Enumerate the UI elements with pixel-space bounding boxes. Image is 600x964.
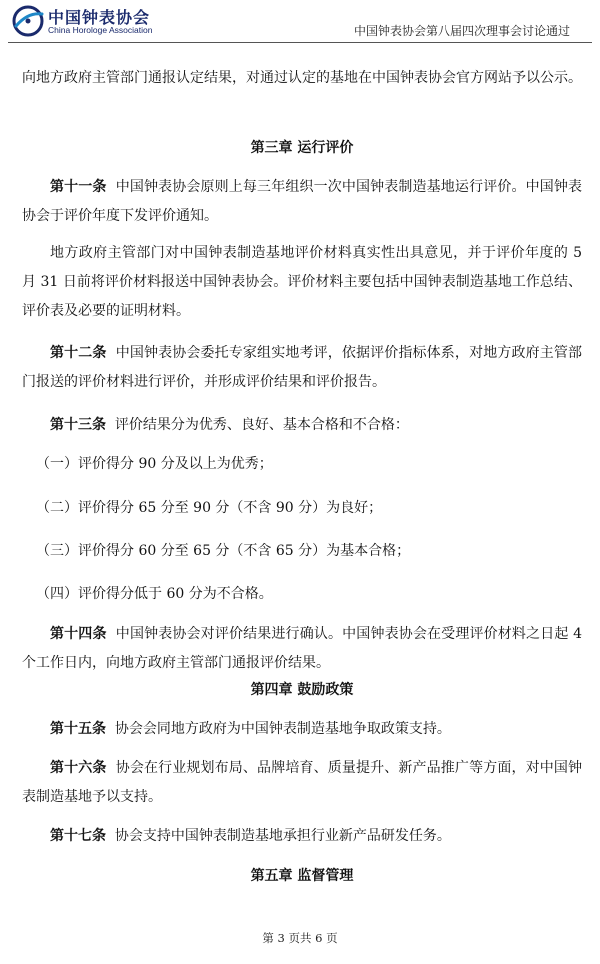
intro-paragraph: 向地方政府主管部门通报认定结果，对通过认定的基地在中国钟表协会官方网站予以公示。 [22,70,582,86]
article-11-paragraph-2: 地方政府主管部门对中国钟表制造基地评价材料真实性出具意见，并于评价年度的 5 月 31 日前将评价材料报送中国钟表协会。评价材料主要包括中国钟表制造基地工作总结、评价表及必要的证明材料。 [22,245,582,319]
chapter-3-heading: 第三章 运行评价 [250,140,354,156]
article-16-text: 协会在行业规划布局、品牌培育、质量提升、新产品推广等方面，对中国钟表制造基地予以支持。 [22,760,583,805]
page-header [0,0,600,44]
globe-logo-icon [10,4,46,38]
header-document-note: 中国钟表协会第八届四次理事会讨论通过 [353,24,570,38]
list-item: （四）评价得分低于 60 分为不合格。 [36,586,273,602]
article-16 [22,754,582,812]
article-12-label: 第十二条 [50,345,107,361]
article-13-label: 第十三条 [50,417,106,433]
article-11 [22,173,582,231]
list-item: （二）评价得分 65 分至 90 分（不含 90 分）为良好； [36,500,383,516]
chapter-4-heading: 第四章 鼓励政策 [250,682,354,698]
article-17-text: 协会支持中国钟表制造基地承担行业新产品研发任务。 [114,828,451,844]
article-15-label: 第十五条 [50,721,106,737]
association-logo [10,4,170,38]
article-11-label: 第十一条 [50,179,107,195]
article-17-label: 第十七条 [50,828,106,844]
list-item: （一）评价得分 90 分及以上为优秀； [36,456,273,472]
article-15 [22,715,582,744]
page-number-footer: 第 3 页共 6 页 [262,931,338,945]
article-12-text: 中国钟表协会委托专家组实地考评，依据评价指标体系，对地方政府主管部门报送的评价材料进行评价，并形成评价结果和评价报告。 [22,345,583,390]
article-12 [22,339,582,397]
logo-english-name: China Horologe Association [48,25,153,35]
article-16-label: 第十六条 [50,760,107,776]
logo-chinese-name: 中国钟表协会 [48,8,151,27]
header-divider [8,42,592,43]
article-13-text: 评价结果分为优秀、良好、基本合格和不合格： [114,417,409,433]
article-15-text: 协会会同地方政府为中国钟表制造基地争取政策支持。 [114,721,451,737]
list-item: （三）评价得分 60 分至 65 分（不含 65 分）为基本合格； [36,543,411,559]
article-13 [22,411,582,440]
article-14 [22,620,582,678]
article-11-text: 中国钟表协会原则上每三年组织一次中国钟表制造基地运行评价。中国钟表协会于评价年度下发评价通知。 [22,179,583,224]
article-14-label: 第十四条 [50,626,107,642]
chapter-5-heading: 第五章 监督管理 [250,868,354,884]
article-17 [22,822,582,851]
article-14-text: 中国钟表协会对评价结果进行确认。中国钟表协会在受理评价材料之日起 4 个工作日内，向地方政府主管部门通报评价结果。 [22,626,583,671]
